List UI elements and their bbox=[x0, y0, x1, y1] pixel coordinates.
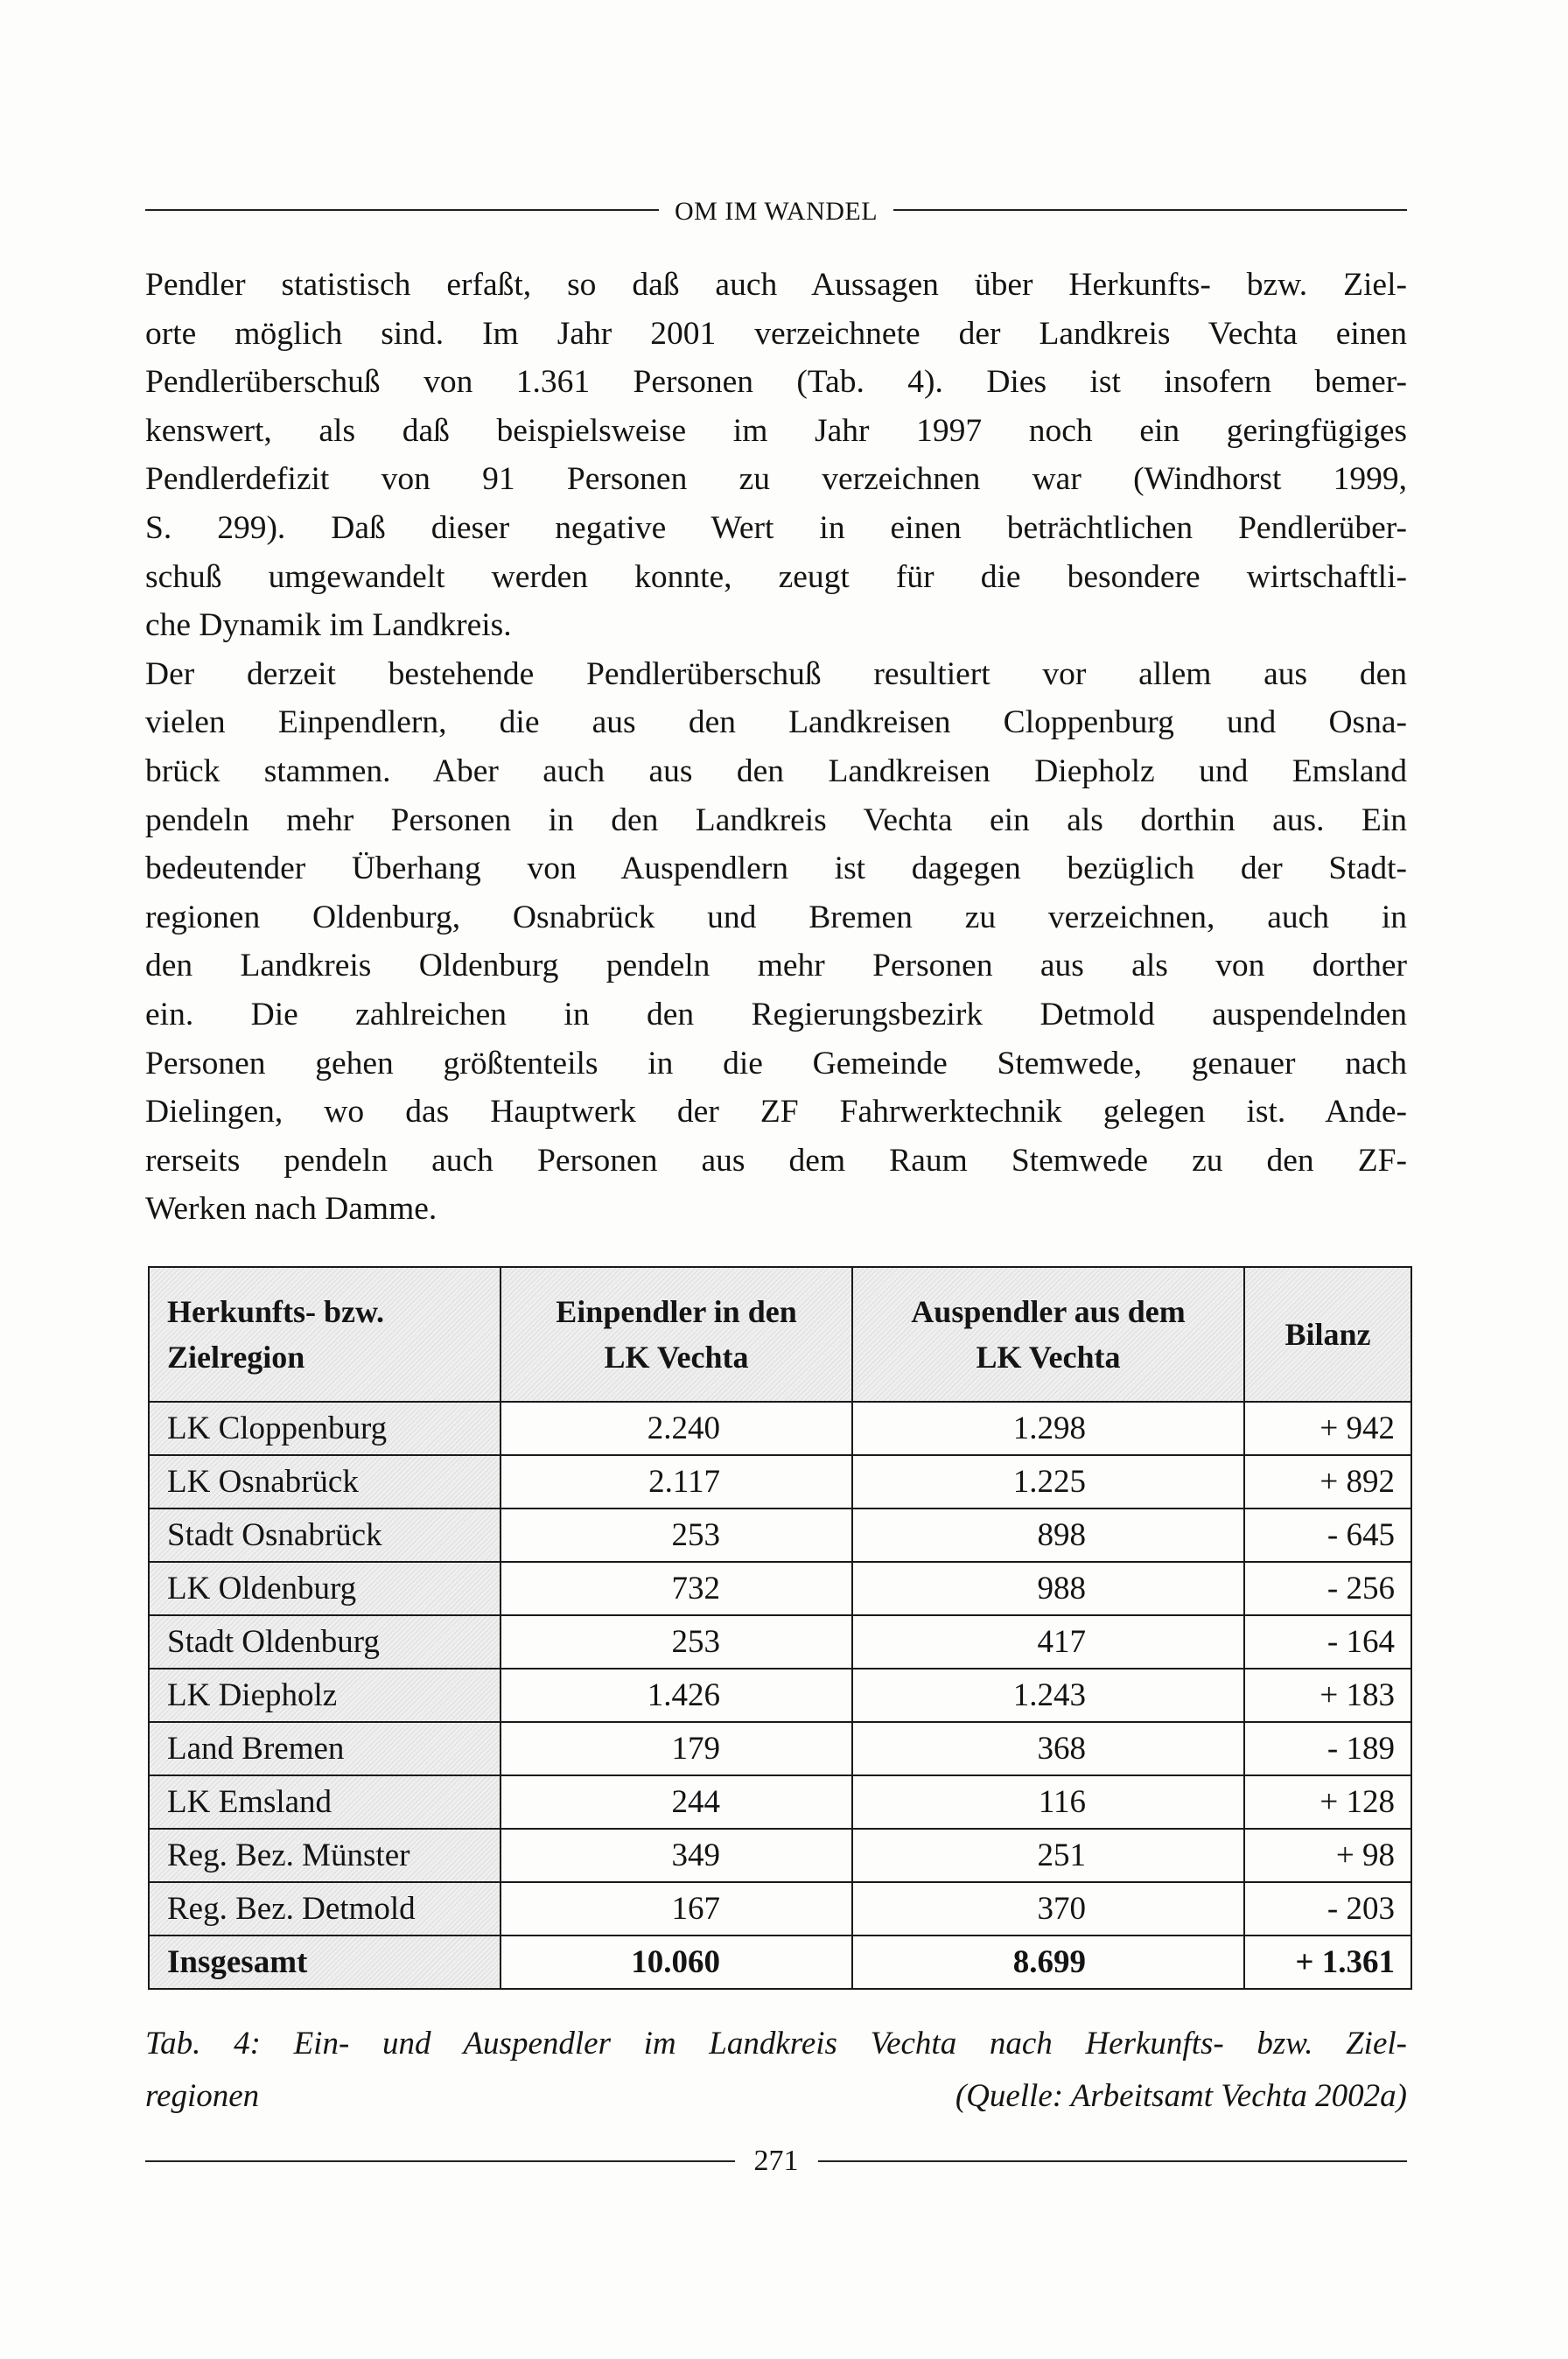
body-line: den Landkreis Oldenburg pendeln mehr Personen aus als von dorther bbox=[145, 948, 1407, 984]
body-line: bedeutender Überhang von Auspendlern ist dagegen bezüglich der Stadt- bbox=[145, 850, 1407, 887]
header-out-line2: LK Vechta bbox=[976, 1340, 1121, 1375]
table-body bbox=[149, 1402, 1411, 1989]
cell-einpendler: 732 bbox=[500, 1562, 852, 1615]
body-line: Pendler statistisch erfaßt, so daß auch Aussagen über Herkunfts- bzw. Ziel- bbox=[145, 267, 1407, 303]
body-line: Personen gehen größtenteils in die Gemeinde Stemwede, genauer nach bbox=[145, 1045, 1407, 1082]
cell-region: Insgesamt bbox=[149, 1936, 500, 1989]
body-line: kenswert, als daß beispielsweise im Jahr 1997 noch ein geringfügiges bbox=[145, 412, 1407, 449]
cell-einpendler: 179 bbox=[500, 1722, 852, 1775]
cell-auspendler: 368 bbox=[852, 1722, 1244, 1775]
cell-region: Stadt Osnabrück bbox=[149, 1508, 500, 1562]
body-line: Werken nach Damme. bbox=[145, 1191, 438, 1228]
cell-region: Stadt Oldenburg bbox=[149, 1615, 500, 1669]
cell-bilanz: + 892 bbox=[1244, 1455, 1411, 1508]
header-in-line2: LK Vechta bbox=[604, 1340, 749, 1375]
cell-bilanz: - 645 bbox=[1244, 1508, 1411, 1562]
table-row bbox=[149, 1722, 1411, 1775]
cell-einpendler: 349 bbox=[500, 1829, 852, 1882]
cell-region: LK Diepholz bbox=[149, 1669, 500, 1722]
cell-bilanz: + 128 bbox=[1244, 1775, 1411, 1829]
cell-auspendler: 988 bbox=[852, 1562, 1244, 1615]
cell-region: Reg. Bez. Münster bbox=[149, 1829, 500, 1882]
table-row bbox=[149, 1829, 1411, 1882]
cell-auspendler: 116 bbox=[852, 1775, 1244, 1829]
body-line: rerseits pendeln auch Personen aus dem Raum Stemwede zu den ZF- bbox=[145, 1142, 1407, 1179]
body-line: regionen Oldenburg, Osnabrück und Bremen zu verzeichnen, auch in bbox=[145, 899, 1407, 935]
cell-region: LK Oldenburg bbox=[149, 1562, 500, 1615]
body-line: brück stammen. Aber auch aus den Landkreisen Diepholz und Emsland bbox=[145, 752, 1407, 789]
body-line: Pendlerdefizit von 91 Personen zu verzeichnen war (Windhorst 1999, bbox=[145, 461, 1407, 498]
cell-einpendler: 167 bbox=[500, 1882, 852, 1936]
caption-line1: Tab. 4: Ein- und Auspendler im Landkreis Vechta nach Herkunfts- bzw. Ziel- bbox=[145, 2026, 1407, 2062]
caption-source: (Quelle: Arbeitsamt Vechta 2002a) bbox=[955, 2078, 1407, 2114]
body-line: pendeln mehr Personen in den Landkreis Vechta ein als dorthin aus. Ein bbox=[145, 802, 1407, 838]
body-line: Pendlerüberschuß von 1.361 Personen (Tab. 4). Dies ist insofern bemer- bbox=[145, 364, 1407, 401]
cell-auspendler: 1.225 bbox=[852, 1455, 1244, 1508]
cell-auspendler: 8.699 bbox=[852, 1936, 1244, 1989]
cell-einpendler: 10.060 bbox=[500, 1936, 852, 1989]
table-caption bbox=[145, 2018, 1407, 2123]
body-line: ein. Die zahlreichen in den Regierungsbezirk Detmold auspendelnden bbox=[145, 996, 1407, 1032]
cell-auspendler: 417 bbox=[852, 1615, 1244, 1669]
table-row bbox=[149, 1508, 1411, 1562]
cell-bilanz: + 1.361 bbox=[1244, 1936, 1411, 1989]
running-head-rule-left bbox=[145, 209, 659, 211]
cell-einpendler: 2.117 bbox=[500, 1455, 852, 1508]
cell-einpendler: 253 bbox=[500, 1615, 852, 1669]
cell-bilanz: - 203 bbox=[1244, 1882, 1411, 1936]
cell-bilanz: + 183 bbox=[1244, 1669, 1411, 1722]
body-line: Dielingen, wo das Hauptwerk der ZF Fahrwerktechnik gelegen ist. Ande- bbox=[145, 1094, 1407, 1130]
cell-region: Land Bremen bbox=[149, 1722, 500, 1775]
cell-auspendler: 1.243 bbox=[852, 1669, 1244, 1722]
body-text bbox=[145, 261, 1407, 1234]
body-line: orte möglich sind. Im Jahr 2001 verzeichnete der Landkreis Vechta einen bbox=[145, 315, 1407, 352]
table-row bbox=[149, 1402, 1411, 1455]
cell-auspendler: 370 bbox=[852, 1882, 1244, 1936]
header-region-line2: Zielregion bbox=[167, 1340, 305, 1375]
body-line: vielen Einpendlern, die aus den Landkreisen Cloppenburg und Osna- bbox=[145, 704, 1407, 741]
cell-bilanz: - 256 bbox=[1244, 1562, 1411, 1615]
running-head bbox=[145, 194, 1407, 229]
cell-einpendler: 2.240 bbox=[500, 1402, 852, 1455]
body-line: schuß umgewandelt werden konnte, zeugt für die besondere wirtschaftli- bbox=[145, 558, 1407, 595]
cell-einpendler: 244 bbox=[500, 1775, 852, 1829]
body-line: S. 299). Daß dieser negative Wert in einen beträchtlichen Pendlerüber- bbox=[145, 509, 1407, 546]
table-row bbox=[149, 1775, 1411, 1829]
table-header-row bbox=[149, 1267, 1411, 1402]
commuter-table bbox=[148, 1266, 1412, 1990]
cell-auspendler: 898 bbox=[852, 1508, 1244, 1562]
cell-region: LK Osnabrück bbox=[149, 1455, 500, 1508]
running-head-rule-right bbox=[893, 209, 1407, 211]
footer-rule-right bbox=[818, 2160, 1408, 2162]
header-out bbox=[852, 1267, 1244, 1402]
table-row bbox=[149, 1882, 1411, 1936]
running-head-title: OM IM WANDEL bbox=[674, 197, 878, 226]
page-number: 271 bbox=[753, 2145, 799, 2177]
header-in-line1: Einpendler in den bbox=[556, 1294, 797, 1329]
cell-bilanz: - 164 bbox=[1244, 1615, 1411, 1669]
body-line: Der derzeit bestehende Pendlerüberschuß resultiert vor allem aus den bbox=[145, 655, 1407, 692]
table-row bbox=[149, 1455, 1411, 1508]
table-row bbox=[149, 1615, 1411, 1669]
page-footer bbox=[145, 2142, 1407, 2180]
table-total-row bbox=[149, 1936, 1411, 1989]
cell-region: Reg. Bez. Detmold bbox=[149, 1882, 500, 1936]
cell-region: LK Cloppenburg bbox=[149, 1402, 500, 1455]
cell-einpendler: 1.426 bbox=[500, 1669, 852, 1722]
cell-auspendler: 251 bbox=[852, 1829, 1244, 1882]
header-out-line1: Auspendler aus dem bbox=[911, 1294, 1186, 1329]
header-in bbox=[500, 1267, 852, 1402]
body-line: che Dynamik im Landkreis. bbox=[145, 607, 512, 644]
cell-auspendler: 1.298 bbox=[852, 1402, 1244, 1455]
footer-rule-left bbox=[145, 2160, 735, 2162]
caption-line2 bbox=[145, 2070, 1407, 2123]
cell-bilanz: + 942 bbox=[1244, 1402, 1411, 1455]
caption-line2-text: regionen bbox=[145, 2078, 260, 2114]
header-region bbox=[149, 1267, 500, 1402]
cell-einpendler: 253 bbox=[500, 1508, 852, 1562]
cell-bilanz: - 189 bbox=[1244, 1722, 1411, 1775]
table-row bbox=[149, 1669, 1411, 1722]
header-balance: Bilanz bbox=[1244, 1267, 1411, 1402]
table-row bbox=[149, 1562, 1411, 1615]
header-region-line1: Herkunfts- bzw. bbox=[167, 1294, 385, 1329]
cell-region: LK Emsland bbox=[149, 1775, 500, 1829]
cell-bilanz: + 98 bbox=[1244, 1829, 1411, 1882]
